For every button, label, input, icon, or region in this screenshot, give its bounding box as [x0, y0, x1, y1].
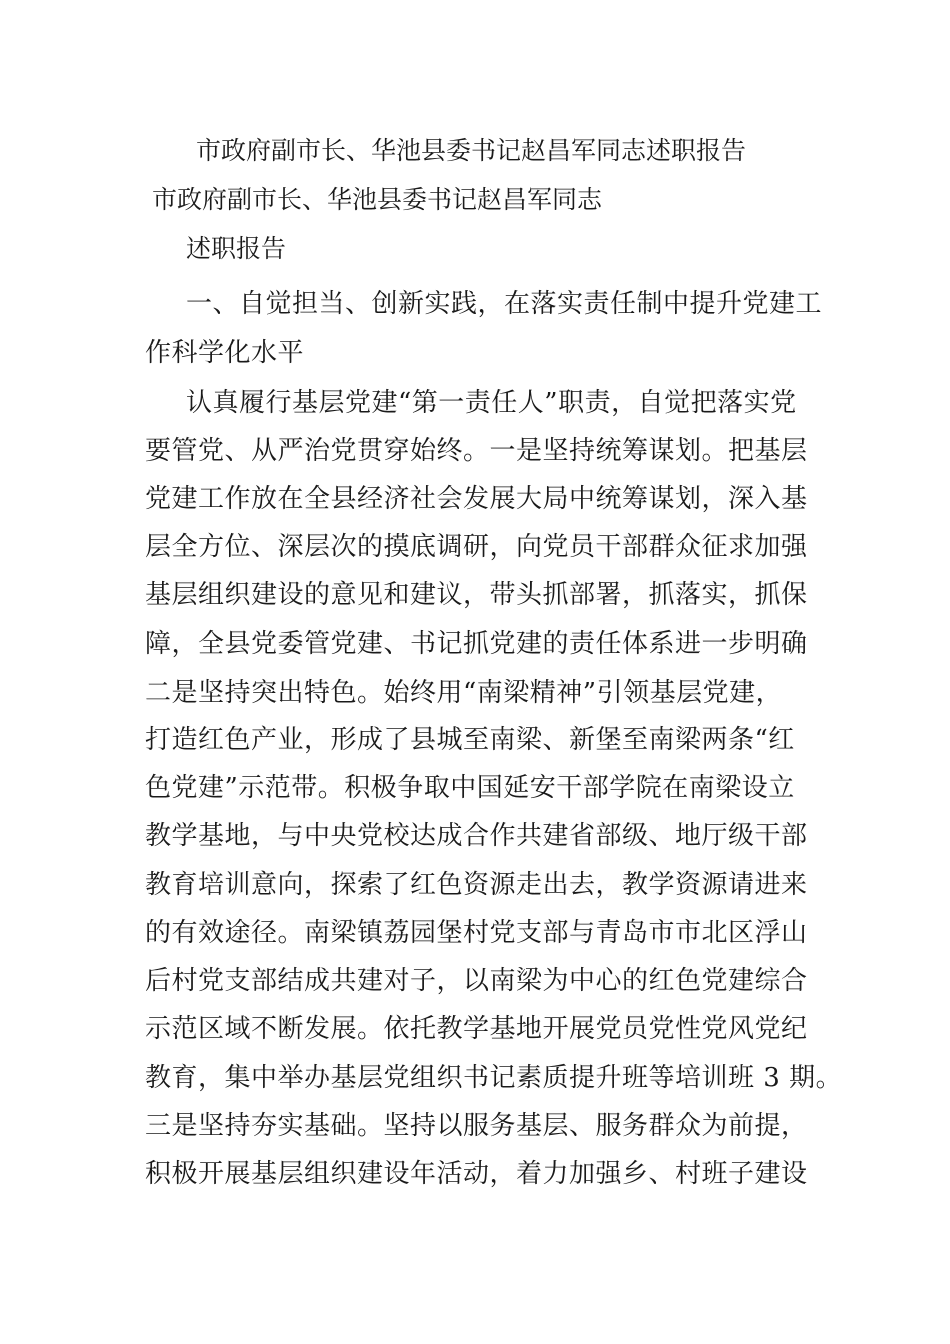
- body-line: 教育，集中举办基层党组织书记素质提升班等培训班 3 期。: [145, 1063, 843, 1093]
- body-line: 积极开展基层组织建设年活动，着力加强乡、村班子建设: [145, 1159, 808, 1189]
- body-line: 打造红色产业，形成了县城至南梁、新堡至南梁两条“红: [145, 725, 795, 755]
- body-line: 的有效途径。南梁镇荔园堡村党支部与青岛市市北区浮山: [145, 918, 808, 948]
- body-line: 要管党、从严治党贯穿始终。一是坚持统筹谋划。把基层: [145, 436, 808, 466]
- section-heading-line: 作科学化水平: [145, 338, 305, 368]
- body-line: 障，全县党委管党建、书记抓党建的责任体系进一步明确: [145, 629, 808, 659]
- body-line: 三是坚持夯实基础。坚持以服务基层、服务群众为前提，: [145, 1111, 808, 1141]
- body-line: 示范区域不断发展。依托教学基地开展党员党性党风党纪: [145, 1014, 808, 1044]
- body-line: 教学基地，与中央党校达成合作共建省部级、地厅级干部: [145, 821, 808, 851]
- body-line: 层全方位、深层次的摸底调研，向党员干部群众征求加强: [145, 532, 808, 562]
- document-subtitle-report: 述职报告: [186, 234, 287, 263]
- body-line: 后村党支部结成共建对子，以南梁为中心的红色党建综合: [145, 966, 808, 996]
- body-line: 教育培训意向，探索了红色资源走出去，教学资源请进来: [145, 870, 808, 900]
- body-line: 色党建”示范带。积极争取中国延安干部学院在南梁设立: [145, 773, 795, 803]
- body-line: 基层组织建设的意见和建议，带头抓部署，抓落实，抓保: [145, 580, 808, 610]
- document-subtitle: 市政府副市长、华池县委书记赵昌军同志: [152, 185, 603, 214]
- body-line: 党建工作放在全县经济社会发展大局中统筹谋划，深入基: [145, 484, 808, 514]
- body-line: 二是坚持突出特色。始终用“南梁精神”引领基层党建，: [145, 678, 783, 708]
- body-line: 认真履行基层党建“第一责任人”职责，自觉把落实党: [186, 388, 797, 418]
- document-title: 市政府副市长、华池县委书记赵昌军同志述职报告: [196, 136, 747, 165]
- section-heading-line: 一、自觉担当、创新实践，在落实责任制中提升党建工: [186, 289, 823, 319]
